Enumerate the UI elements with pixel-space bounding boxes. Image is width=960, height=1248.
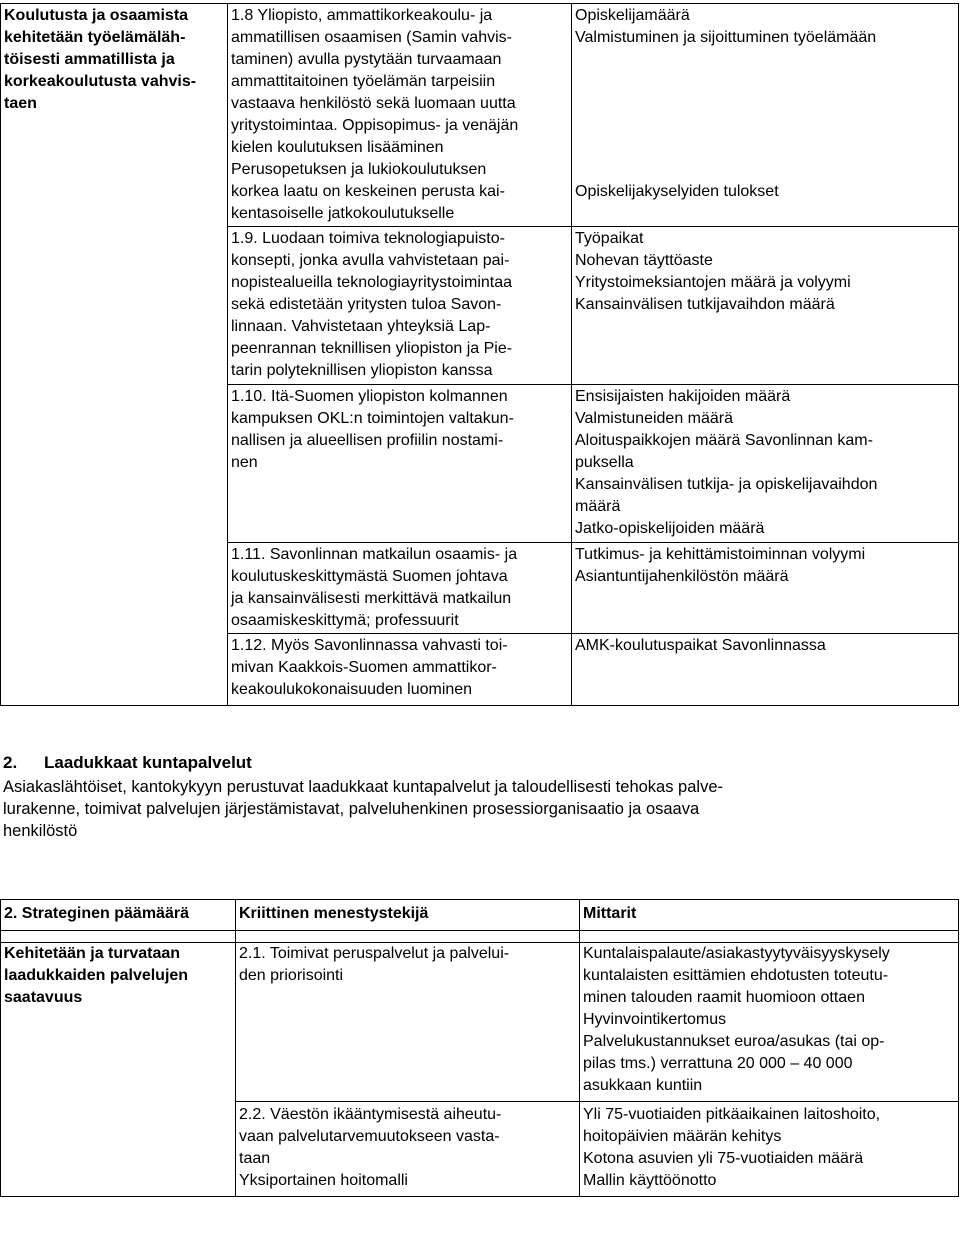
text-line: hoitopäivien määrän kehitys <box>583 1128 782 1145</box>
metrics-1-8 <box>572 4 959 227</box>
goals-table-2 <box>0 899 959 1197</box>
text-line: tarin polyteknillisen yliopiston kanssa <box>231 362 493 379</box>
text-line: Työpaikat <box>575 230 644 247</box>
metrics-2-2 <box>580 1102 959 1197</box>
text-line: keakoulukokonaisuuden luominen <box>231 681 473 698</box>
text-line: Ensisijaisten hakijoiden määrä <box>575 388 791 405</box>
text-line: kentasoiselle jatkokoulutukselle <box>231 205 455 222</box>
goal-line: korkeakoulutusta vahvis- <box>4 73 197 90</box>
text-line: asukkaan kuntiin <box>583 1077 703 1094</box>
goal-line: saatavuus <box>4 989 83 1006</box>
text-line: AMK-koulutuspaikat Savonlinnassa <box>575 637 826 654</box>
section-2 <box>3 750 953 842</box>
success-factor-2-2 <box>236 1102 580 1197</box>
text-line: 1.10. Itä-Suomen yliopiston kolmannen <box>231 388 508 405</box>
section-description <box>3 776 953 842</box>
spacer-cell <box>580 931 959 943</box>
text-line: 2.1. Toimivat peruspalvelut ja palvelui- <box>239 945 510 962</box>
text-line: Kuntalaispalaute/asiakastyytyväisyyskysely <box>583 945 890 962</box>
text-line: Yksiportainen hoitomalli <box>239 1172 408 1189</box>
metrics-1-9 <box>572 227 959 385</box>
table-row <box>1 943 959 1102</box>
goal-line: töisesti ammatillista ja <box>4 51 175 68</box>
text-line: koulutuskeskittymästä Suomen johtava <box>231 568 508 585</box>
text-line: osaamiskeskittymä; professuurit <box>231 612 459 629</box>
text-line: Aloituspaikkojen määrä Savonlinnan kam- <box>575 432 873 449</box>
goal-line: Koulutusta ja osaamista <box>4 7 189 24</box>
section-title: Laadukkaat kuntapalvelut <box>44 753 252 772</box>
text-line: pilas tms.) verrattuna 20 000 – 40 000 <box>583 1055 853 1072</box>
text-line: Tutkimus- ja kehittämistoiminnan volyymi <box>575 546 866 563</box>
text-line: yritystoimintaa. Oppisopimus- ja venäjän <box>231 117 519 134</box>
text-line: minen talouden raamit huomioon ottaen <box>583 989 865 1006</box>
strategic-goal-cell <box>1 4 228 706</box>
text-line: lurakenne, toimivat palvelujen järjestämistavat, palveluhenkinen prosessiorganisaatio ja osaava <box>3 800 700 818</box>
text-line: kampuksen OKL:n toimintojen valtakun- <box>231 410 514 427</box>
text-line: mivan Kaakkois-Suomen ammattikor- <box>231 659 497 676</box>
text-line: Kansainvälisen tutkija- ja opiskelijavaihdon <box>575 476 878 493</box>
text-line: sekä edistetään yritysten tuloa Savon- <box>231 296 502 313</box>
text-line: Opiskelijakyselyiden tulokset <box>575 183 779 200</box>
text-line: nopistealueilla teknologiayritystoimintaa <box>231 274 513 291</box>
text-line: nen <box>231 454 258 471</box>
goal-line: laadukkaiden palvelujen <box>4 967 189 984</box>
text-line: 1.8 Yliopisto, ammattikorkeakoulu- ja <box>231 7 493 24</box>
text-line: peenrannan teknillisen yliopiston ja Pie- <box>231 340 513 357</box>
text-line: korkea laatu on keskeinen perusta kai- <box>231 183 505 200</box>
goal-line: Kehitetään ja turvataan <box>4 945 181 962</box>
text-line: ammattitaitoinen työelämän tarpeisiin <box>231 73 496 90</box>
text-line: kuntalaisten esittämien ehdotusten toteutu- <box>583 967 889 984</box>
table-header-row <box>1 900 959 931</box>
text-line: Hyvinvointikertomus <box>583 1011 727 1028</box>
text-line: taminen) avulla pystytään turvaamaan <box>231 51 502 68</box>
text-line: vastaava henkilöstö sekä luomaan uutta <box>231 95 516 112</box>
text-line: Valmistuminen ja sijoittuminen työelämään <box>575 29 877 46</box>
text-line: 1.11. Savonlinnan matkailun osaamis- ja <box>231 546 518 563</box>
text-line: määrä <box>575 498 621 515</box>
text-line: Asiakaslähtöiset, kantokykyyn perustuvat laadukkaat kuntapalvelut ja taloudellisesti tehokas palve- <box>3 778 723 796</box>
text-line: Nohevan täyttöaste <box>575 252 713 269</box>
text-line: vaan palvelutarvemuutokseen vasta- <box>239 1128 500 1145</box>
success-factor-1-10 <box>228 385 572 543</box>
text-line: Kotona asuvien yli 75-vuotiaiden määrä <box>583 1150 864 1167</box>
section-heading <box>3 750 953 776</box>
text-line: henkilöstö <box>3 822 78 840</box>
goal-line: kehitetään työelämäläh- <box>4 29 186 46</box>
text-line: kielen koulutuksen lisääminen <box>231 139 444 156</box>
text-line: Valmistuneiden määrä <box>575 410 734 427</box>
success-factor-1-11 <box>228 543 572 634</box>
success-factor-1-12 <box>228 634 572 706</box>
text-line: Yritystoimeksiantojen määrä ja volyymi <box>575 274 851 291</box>
text-line: nallisen ja alueellisen profiilin nostami- <box>231 432 504 449</box>
success-factor-2-1 <box>236 943 580 1102</box>
text-line: linnaan. Vahvistetaan yhteyksiä Lap- <box>231 318 491 335</box>
table-row <box>1 4 959 227</box>
text-line: den priorisointi <box>239 967 344 984</box>
metrics-2-1 <box>580 943 959 1102</box>
text-line: ja kansainvälisesti merkittävä matkailun <box>231 590 512 607</box>
text-line: Kansainvälisen tutkijavaihdon määrä <box>575 296 835 313</box>
blank-space <box>575 49 956 181</box>
text-line: Perusopetuksen ja lukiokoulutuksen <box>231 161 487 178</box>
text-line: konsepti, jonka avulla vahvistetaan pai- <box>231 252 510 269</box>
text-line: Yli 75-vuotiaiden pitkäaikainen laitoshoito, <box>583 1106 881 1123</box>
metrics-1-11 <box>572 543 959 634</box>
header-metrics: Mittarit <box>580 900 959 931</box>
text-line: Mallin käyttöönotto <box>583 1172 717 1189</box>
text-line: 1.9. Luodaan toimiva teknologiapuisto- <box>231 230 505 247</box>
goals-table-continued <box>0 3 959 706</box>
success-factor-1-9 <box>228 227 572 385</box>
header-success-factor: Kriittinen menestystekijä <box>236 900 580 931</box>
goal-line: taen <box>4 95 37 112</box>
spacer-row <box>1 931 959 943</box>
section-number: 2. <box>3 753 18 772</box>
spacer-cell <box>236 931 580 943</box>
text-line: puksella <box>575 454 634 471</box>
strategic-goal-cell <box>1 943 236 1197</box>
header-strategic-goal: 2. Strateginen päämäärä <box>1 900 236 931</box>
text-line: 1.12. Myös Savonlinnassa vahvasti toi- <box>231 637 508 654</box>
spacer-cell <box>1 931 236 943</box>
text-line: 2.2. Väestön ikääntymisestä aiheutu- <box>239 1106 502 1123</box>
text-line: ammatillisen osaamisen (Samin vahvis- <box>231 29 512 46</box>
text-line: Opiskelijamäärä <box>575 7 690 24</box>
text-line: Palvelukustannukset euroa/asukas (tai op- <box>583 1033 885 1050</box>
metrics-1-12 <box>572 634 959 706</box>
metrics-1-10 <box>572 385 959 543</box>
text-line: taan <box>239 1150 271 1167</box>
success-factor-1-8 <box>228 4 572 227</box>
text-line: Asiantuntijahenkilöstön määrä <box>575 568 789 585</box>
text-line: Jatko-opiskelijoiden määrä <box>575 520 765 537</box>
